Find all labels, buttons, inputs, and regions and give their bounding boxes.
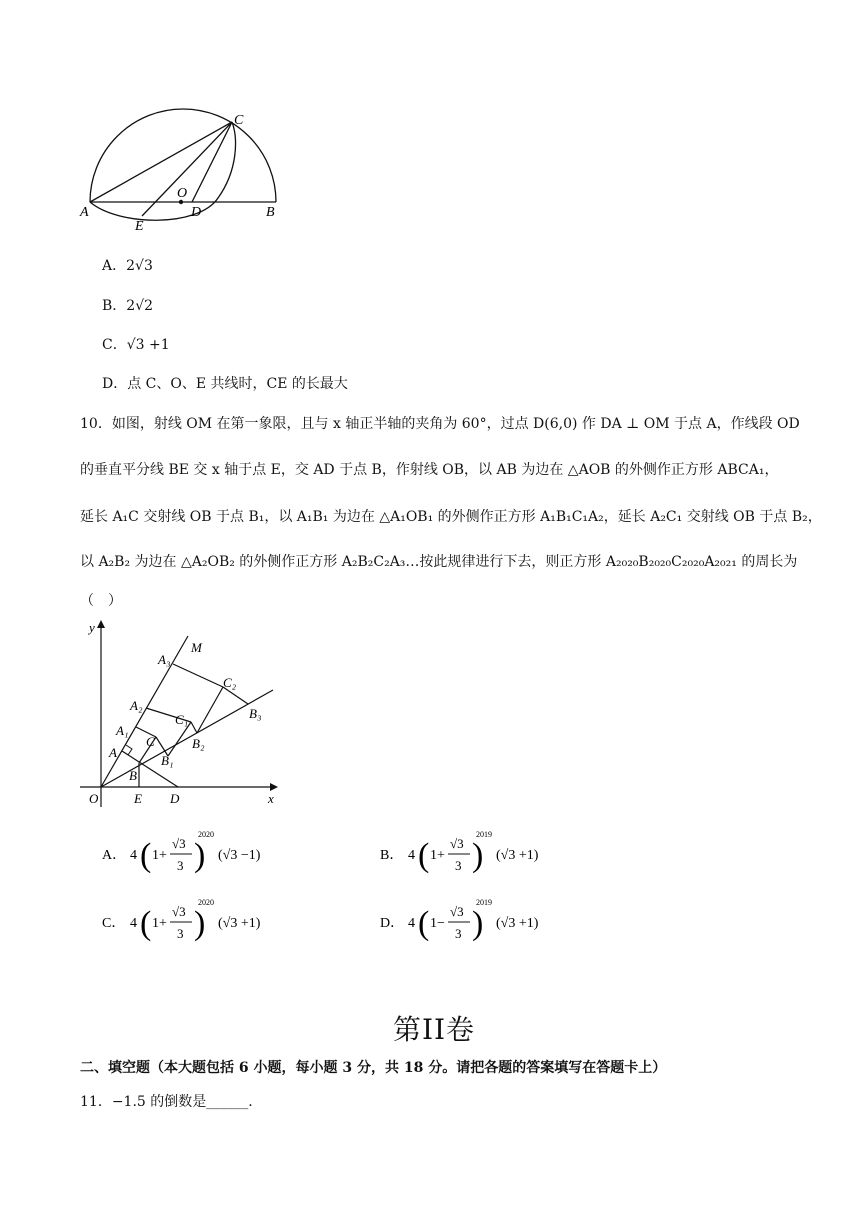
option-letter: C． (102, 916, 126, 931)
option-text: 2√3 (126, 258, 153, 274)
left-paren: ( (140, 837, 152, 874)
label-c2: C₂ (223, 675, 237, 690)
coefficient: 4 (130, 916, 137, 931)
q10-option-d[interactable] (380, 896, 570, 948)
option-letter: D． (102, 376, 128, 392)
option-text: 点 C、O、E 共线时，CE 的长最大 (127, 376, 348, 392)
label-c: C (234, 113, 244, 128)
fraction-numerator: √3 (172, 904, 186, 919)
label-e: E (135, 219, 144, 234)
option-text: √3 +1 (126, 337, 170, 353)
fraction-numerator: √3 (450, 904, 464, 919)
label-d: D (170, 791, 180, 806)
right-paren: ) (194, 837, 206, 874)
label-a1: A₁ (116, 723, 129, 738)
label-a2: A₂ (130, 698, 143, 713)
option-letter: D． (380, 916, 405, 931)
y-axis-arrow (97, 620, 105, 628)
tail-factor: (√3 +1) (218, 916, 261, 931)
left-paren: ( (140, 905, 152, 942)
option-letter: A． (102, 258, 127, 274)
square3-side-c2a3 (173, 664, 223, 687)
exponent: 2020 (198, 830, 214, 839)
label-b: B (266, 205, 275, 220)
tail-factor: (√3 −1) (218, 848, 261, 863)
q10-option-a[interactable] (102, 828, 292, 880)
option-letter: C． (102, 337, 127, 353)
coefficient: 4 (130, 848, 137, 863)
left-paren: ( (418, 905, 430, 942)
q10-line-5: （ ） (80, 593, 122, 609)
exponent: 2020 (198, 898, 214, 907)
label-b3: B₃ (249, 706, 262, 721)
option-letter: B． (380, 848, 404, 863)
ray-ob (101, 690, 273, 787)
q9-option-a[interactable] (102, 255, 153, 275)
fraction-denominator: 3 (455, 858, 462, 873)
inner-term: 1− (430, 916, 445, 931)
label-c1: C₁ (175, 712, 189, 727)
option-letter: B． (102, 298, 127, 314)
tail-factor: (√3 +1) (496, 848, 539, 863)
fraction-denominator: 3 (177, 926, 184, 941)
option-letter: A． (102, 848, 127, 863)
segment-ac (90, 122, 232, 202)
label-e: E (134, 791, 142, 806)
label-y: y (89, 620, 95, 635)
label-b: B (129, 768, 137, 783)
section-title: 第II卷 (392, 1013, 476, 1046)
section-heading: 二、填空题（本大题包括 6 小题，每小题 3 分，共 18 分。请把各题的答案填写在答题卡上） (80, 1060, 667, 1076)
fraction-denominator: 3 (455, 926, 462, 941)
right-paren: ) (194, 905, 206, 942)
q10-line-4: 以 A₂B₂ 为边在 △A₂OB₂ 的外侧作正方形 A₂B₂C₂A₃…按此规律进行下去，则正方形 A₂₀₂₀B₂₀₂₀C₂₀₂₀A₂₀₂₁ 的周长为 (80, 554, 798, 570)
label-a: A (109, 745, 117, 760)
figure-q9 (78, 108, 293, 238)
q10-line-2: 的垂直平分线 BE 交 x 轴于点 E，交 AD 于点 B，作射线 OB，以 AB 为边在 △AOB 的外侧作正方形 ABCA₁， (80, 462, 779, 478)
left-paren: ( (418, 837, 430, 874)
exponent: 2019 (476, 898, 492, 907)
inner-term: 1+ (152, 848, 167, 863)
label-o: O (89, 791, 99, 806)
q9-option-c[interactable] (102, 334, 170, 354)
label-o: O (177, 186, 188, 201)
label-x: x (268, 791, 274, 806)
label-a3: A₃ (158, 652, 171, 667)
label-a: A (80, 205, 89, 220)
q10-option-c[interactable] (102, 896, 292, 948)
figure-q10 (78, 612, 288, 812)
label-c: C (146, 734, 155, 749)
x-axis-arrow (270, 783, 278, 791)
label-m: M (191, 640, 202, 655)
q9-option-d[interactable] (102, 373, 348, 393)
right-paren: ) (472, 905, 484, 942)
right-paren: ) (472, 837, 484, 874)
coefficient: 4 (408, 916, 415, 931)
inner-term: 1+ (152, 916, 167, 931)
coefficient: 4 (408, 848, 415, 863)
q10-line-1: 10．如图，射线 OM 在第一象限，且与 x 轴正半轴的夹角为 60°，过点 D(6,0) 作 DA ⊥ OM 于点 A，作线段 OD (80, 416, 800, 432)
square2-side-b1c1 (168, 722, 191, 756)
extend-c1b2 (191, 722, 197, 733)
label-b2: B₂ (192, 736, 205, 751)
q11-text: 11．−1.5 的倒数是______. (80, 1094, 253, 1110)
inner-term: 1+ (430, 848, 445, 863)
q10-line-3: 延长 A₁C 交射线 OB 于点 B₁，以 A₁B₁ 为边在 △A₁OB₁ 的外侧作正方形 A₁B₁C₁A₂，延长 A₂C₁ 交射线 OB 于点 B₂， (80, 509, 822, 525)
fraction-numerator: √3 (172, 836, 186, 851)
label-d: D (191, 205, 202, 220)
tail-factor: (√3 +1) (496, 916, 539, 931)
q9-option-b[interactable] (102, 295, 153, 315)
option-text: 2√2 (126, 298, 154, 314)
exponent: 2019 (476, 830, 492, 839)
fraction-denominator: 3 (177, 858, 184, 873)
label-b1: B₁ (161, 753, 174, 768)
q10-option-b[interactable] (380, 828, 570, 880)
fraction-numerator: √3 (450, 836, 464, 851)
inner-arc (90, 122, 235, 220)
